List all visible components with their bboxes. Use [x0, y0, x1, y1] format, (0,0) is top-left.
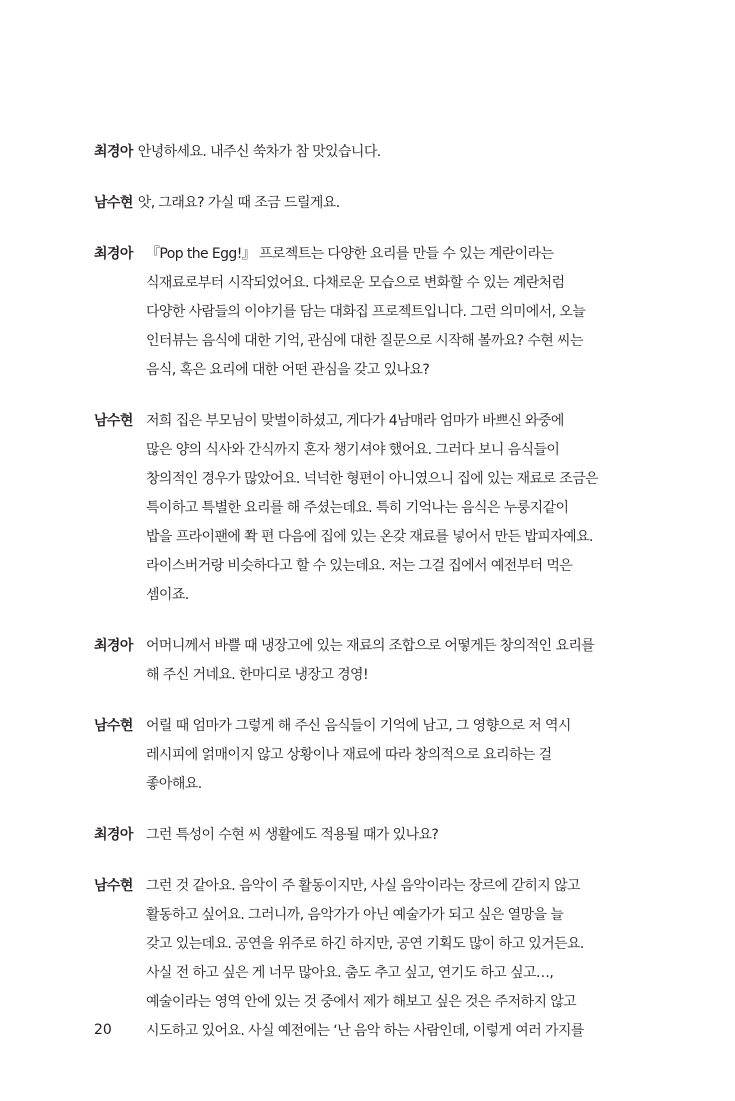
dialogue-turn — [94, 872, 654, 1046]
dialogue — [94, 138, 654, 1068]
speech-text — [146, 712, 654, 799]
dialogue-turn — [94, 138, 654, 167]
text-line: 셈이죠. — [146, 587, 189, 603]
speech-text — [146, 872, 654, 1046]
speaker-name: 최경아 — [94, 638, 133, 654]
speaker-name: 남수현 — [94, 718, 133, 734]
dialogue-turn — [94, 240, 654, 385]
speaker-name: 남수현 — [94, 413, 133, 429]
text-line: 사실 전 하고 싶은 게 너무 많아요. 춤도 추고 싶고, 연기도 하고 싶고…, — [146, 965, 554, 981]
text-line: 저희 집은 부모님이 맞벌이하셨고, 게다가 4남매라 엄마가 바쁘신 와중에 — [146, 413, 564, 429]
speech-text — [146, 821, 654, 850]
text-line: 어머니께서 바쁠 때 냉장고에 있는 재료의 조합으로 어떻게든 창의적인 요리를 — [146, 638, 595, 654]
text-line: 시도하고 있어요. 사실 예전에는 ‘난 음악 하는 사람인데, 이렇게 여러 가지를 — [146, 1023, 584, 1039]
text-line: 그런 특성이 수현 씨 생활에도 적용될 때가 있나요? — [146, 827, 439, 843]
speech-text — [146, 240, 654, 385]
text-line: 창의적인 경우가 많았어요. 넉넉한 형편이 아니였으니 집에 있는 재료로 조금은 — [146, 471, 599, 487]
text-line: 활동하고 싶어요. 그러니까, 음악가가 아닌 예술가가 되고 싶은 열망을 늘 — [146, 907, 564, 923]
text-line: 해 주신 거네요. 한마디로 냉장고 경영! — [146, 667, 368, 683]
dialogue-turn — [94, 189, 654, 218]
text-line: 안녕하세요. 내주신 쑥차가 참 맛있습니다. — [137, 144, 381, 160]
text-line: 다양한 사람들의 이야기를 담는 대화집 프로젝트입니다. 그런 의미에서, 오늘 — [146, 304, 586, 320]
text-line: 좋아해요. — [146, 776, 202, 792]
text-line: 『Pop the Egg!』 프로젝트는 다양한 요리를 만들 수 있는 계란이라는 — [146, 246, 554, 262]
page-number: 20 — [94, 1022, 112, 1038]
speaker-name: 최경아 — [94, 144, 133, 160]
text-line: 음식, 혹은 요리에 대한 어떤 관심을 갖고 있나요? — [146, 362, 430, 378]
text-line: 많은 양의 식사와 간식까지 혼자 챙기셔야 했어요. 그러다 보니 음식들이 — [146, 442, 560, 458]
speaker-name: 남수현 — [94, 878, 133, 894]
text-line: 특이하고 특별한 요리를 해 주셨는데요. 특히 기억나는 음식은 누룽지같이 — [146, 500, 569, 516]
text-line: 어릴 때 엄마가 그렇게 해 주신 음식들이 기억에 남고, 그 영향으로 저 역시 — [146, 718, 571, 734]
speech-text — [146, 632, 654, 690]
text-line: 그런 것 같아요. 음악이 주 활동이지만, 사실 음악이라는 장르에 갇히지 않고 — [146, 878, 580, 894]
text-line: 밥을 프라이팬에 쫙 편 다음에 집에 있는 온갖 재료를 넣어서 만든 밥피자예요. — [146, 529, 593, 545]
text-line: 예술이라는 영역 안에 있는 것 중에서 제가 해보고 싶은 것은 주저하지 않고 — [146, 994, 577, 1010]
dialogue-turn — [94, 632, 654, 690]
text-line: 레시피에 얽매이지 않고 상황이나 재료에 따라 창의적으로 요리하는 걸 — [146, 747, 552, 763]
speech-text — [146, 407, 654, 610]
dialogue-turn — [94, 407, 654, 610]
text-line: 식재료로부터 시작되었어요. 다채로운 모습으로 변화할 수 있는 계란처럼 — [146, 275, 565, 291]
dialogue-turn — [94, 712, 654, 799]
speech-text — [138, 138, 654, 167]
text-line: 앗, 그래요? 가실 때 조금 드릴게요. — [137, 195, 340, 211]
speaker-name: 최경아 — [94, 827, 133, 843]
speech-text — [138, 189, 654, 218]
text-line: 갖고 있는데요. 공연을 위주로 하긴 하지만, 공연 기획도 많이 하고 있거든요. — [146, 936, 584, 952]
speaker-name: 최경아 — [94, 246, 133, 262]
dialogue-turn — [94, 821, 654, 850]
text-line: 라이스버거랑 비슷하다고 할 수 있는데요. 저는 그걸 집에서 예전부터 먹은 — [146, 558, 573, 574]
text-line: 인터뷰는 음식에 대한 기억, 관심에 대한 질문으로 시작해 볼까요? 수현 씨는 — [146, 333, 583, 349]
speaker-name: 남수현 — [94, 195, 133, 211]
